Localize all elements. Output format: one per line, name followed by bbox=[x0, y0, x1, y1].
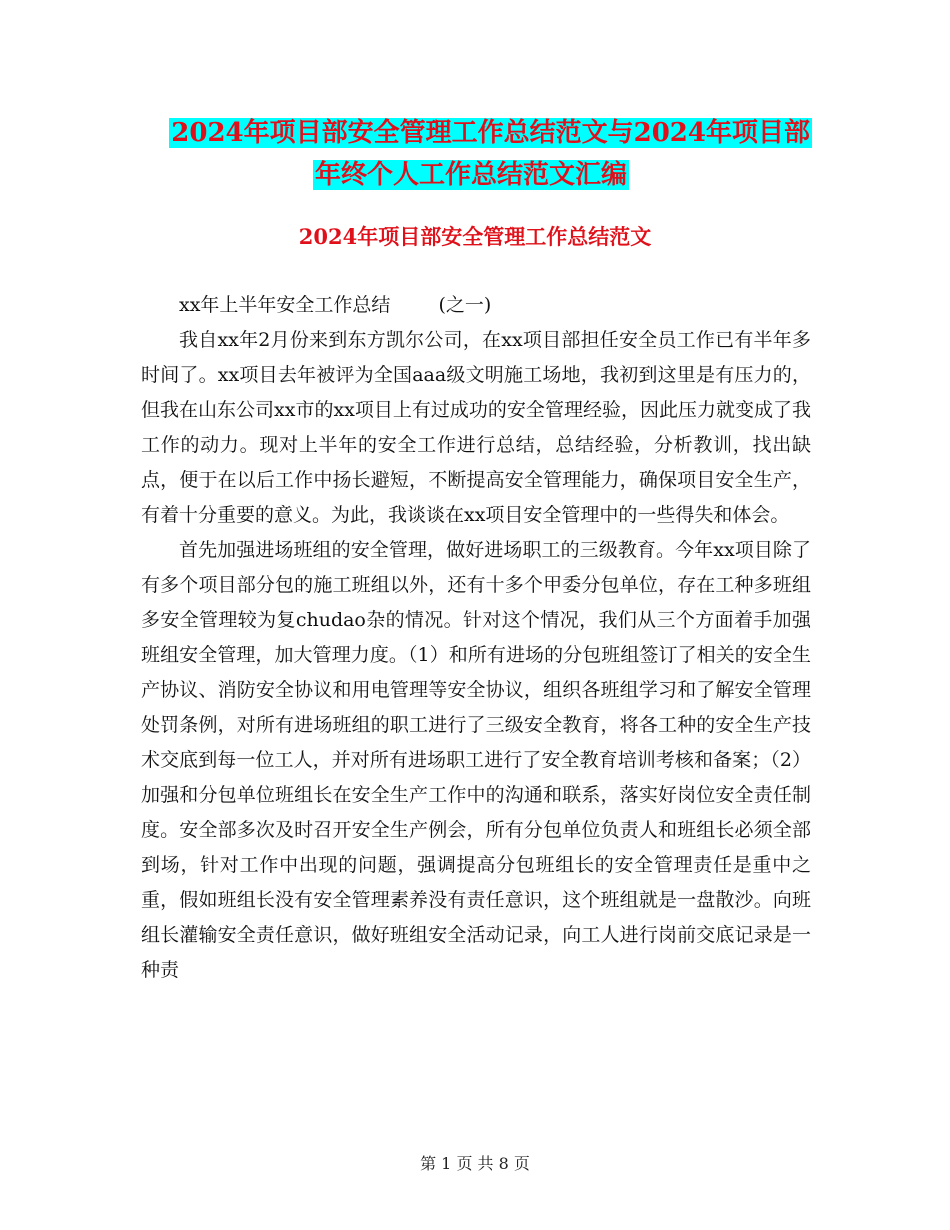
document-title-line-2 bbox=[0, 154, 950, 196]
document-title-line-1 bbox=[0, 112, 950, 154]
document-body bbox=[141, 288, 811, 988]
page-footer: 第 1 页 共 8 页 bbox=[420, 1154, 530, 1173]
document-title-highlight-2: 年终个人工作总结范文汇编 bbox=[315, 160, 628, 190]
paragraph-2: 首先加强进场班组的安全管理，做好进场职工的三级教育。今年xx项目除了有多个项目部分包的施工班组以外，还有十多个甲委分包单位，存在工种多班组多安全管理较为复chudao杂的情况。针对这个情况，我们从三个方面着手加强班组安全管理，加大管理力度。（1）和所有进场的分包班组签订了相关的安全生产协议、消防安全协议和用电管理等安全协议，组织各班组学习和了解安全管理处罚条例，对所有进场班组的职工进行了三级安全教育，将各工种的安全生产技术交底到每一位工人，并对所有进场职工进行了安全教育培训考核和备案；（2）加强和分包单位班组长在安全生产工作中的沟通和联系，落实好岗位安全责任制度。安全部多次及时召开安全生产例会，所有分包单位负责人和班组长必须全部到场，针对工作中出现的问题，强调提高分包班组长的安全管理责任是重中之重，假如班组长没有安全管理素养没有责任意识，这个班组就是一盘散沙。向班组长灌输安全责任意识，做好班组安全活动记录，向工人进行岗前交底记录是一种责 bbox=[141, 539, 811, 981]
subheading-text: xx年上半年安全工作总结 bbox=[179, 294, 391, 316]
subheading-note: (之一) bbox=[438, 294, 492, 316]
section-title: 2024年项目部安全管理工作总结范文 bbox=[298, 224, 652, 249]
document-title-highlight-1: 2024年项目部安全管理工作总结范文与2024年项目部 bbox=[171, 118, 810, 148]
paragraph-1: 我自xx年2月份来到东方凯尔公司，在xx项目部担任安全员工作已有半年多时间了。xx项目去年被评为全国aaa级文明施工场地，我初到这里是有压力的，但我在山东公司xx市的xx项目上有过成功的安全管理经验，因此压力就变成了我工作的动力。现对上半年的安全工作进行总结，总结经验，分析教训，找出缺点，便于在以后工作中扬长避短，不断提高安全管理能力，确保项目安全生产，有着十分重要的意义。为此，我谈谈在xx项目安全管理中的一些得失和体会。 bbox=[141, 329, 811, 526]
subheading bbox=[141, 288, 811, 323]
